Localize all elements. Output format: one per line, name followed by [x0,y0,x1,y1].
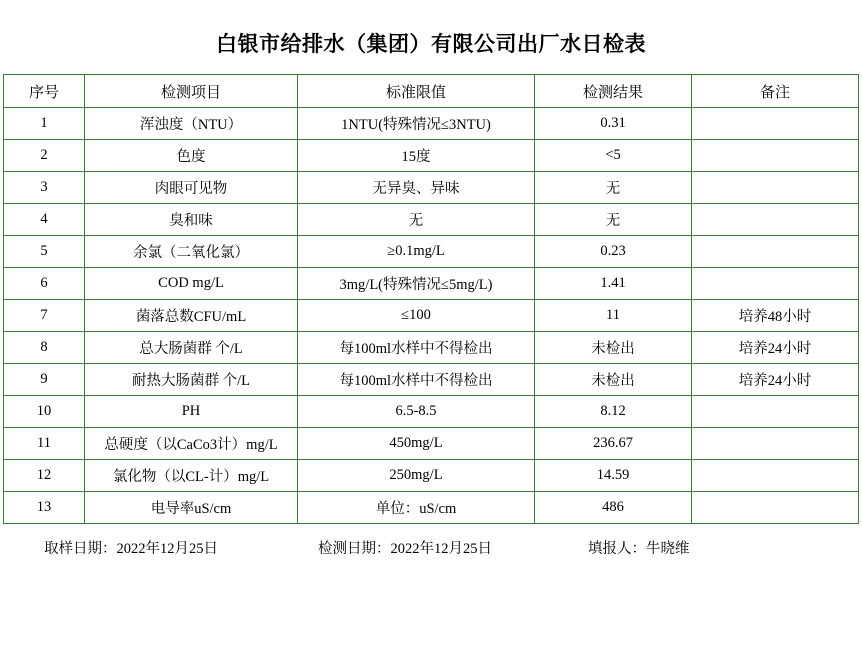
header-cell-result: 检测结果 [535,75,692,108]
cell-limit: 单位：uS/cm [298,492,535,524]
table-header-row [4,75,859,108]
cell-index: 10 [4,396,85,428]
cell-item: 浑浊度（NTU） [85,108,298,140]
cell-note [692,108,859,140]
table-row [4,172,859,204]
cell-index: 11 [4,428,85,460]
cell-item: 臭和味 [85,204,298,236]
cell-result: 无 [535,172,692,204]
cell-note [692,492,859,524]
sample-date-label: 取样日期：2022年12月25日 [44,541,218,557]
cell-note: 培养24小时 [692,332,859,364]
header-cell-note: 备注 [692,75,859,108]
cell-limit: 无异臭、异味 [298,172,535,204]
header-cell-item: 检测项目 [85,75,298,108]
cell-note: 培养48小时 [692,300,859,332]
cell-note [692,172,859,204]
cell-limit: 250mg/L [298,460,535,492]
cell-result: 无 [535,204,692,236]
cell-index: 4 [4,204,85,236]
table-row [4,428,859,460]
cell-limit: 无 [298,204,535,236]
cell-limit: 每100ml水样中不得检出 [298,364,535,396]
filled-by-label: 填报人：牛晓维 [588,541,690,557]
cell-limit: 15度 [298,140,535,172]
cell-item: 总硬度（以CaCo3计）mg/L [85,428,298,460]
cell-note [692,268,859,300]
cell-index: 2 [4,140,85,172]
page-title: 白银市给排水（集团）有限公司出厂水日检表 [216,32,646,56]
table-body [4,108,859,524]
table-row [4,236,859,268]
cell-result: 14.59 [535,460,692,492]
cell-result: 未检出 [535,364,692,396]
table-row [4,108,859,140]
cell-result: 1.41 [535,268,692,300]
cell-index: 7 [4,300,85,332]
cell-result: <5 [535,140,692,172]
cell-item: 色度 [85,140,298,172]
inspection-table [3,74,859,524]
cell-result: 0.31 [535,108,692,140]
cell-note [692,428,859,460]
cell-result: 0.23 [535,236,692,268]
cell-limit: 3mg/L(特殊情况≤5mg/L) [298,268,535,300]
test-date-label: 检测日期：2022年12月25日 [318,541,492,557]
cell-limit: 1NTU(特殊情况≤3NTU) [298,108,535,140]
cell-index: 8 [4,332,85,364]
cell-result: 未检出 [535,332,692,364]
cell-note [692,460,859,492]
cell-item: 菌落总数CFU/mL [85,300,298,332]
cell-limit: 450mg/L [298,428,535,460]
cell-index: 9 [4,364,85,396]
cell-index: 6 [4,268,85,300]
cell-note [692,204,859,236]
table-row [4,268,859,300]
header-cell-limit: 标准限值 [298,75,535,108]
cell-result: 11 [535,300,692,332]
cell-limit: ≤100 [298,300,535,332]
cell-index: 12 [4,460,85,492]
cell-note [692,236,859,268]
cell-result: 236.67 [535,428,692,460]
table-header [4,75,859,108]
cell-item: 氯化物（以CL-计）mg/L [85,460,298,492]
cell-item: COD mg/L [85,268,298,300]
cell-limit: ≥0.1mg/L [298,236,535,268]
table-row [4,492,859,524]
cell-item: 总大肠菌群 个/L [85,332,298,364]
cell-index: 5 [4,236,85,268]
cell-limit: 每100ml水样中不得检出 [298,332,535,364]
table-row [4,140,859,172]
cell-note [692,140,859,172]
cell-index: 1 [4,108,85,140]
cell-limit: 6.5-8.5 [298,396,535,428]
cell-index: 3 [4,172,85,204]
cell-result: 486 [535,492,692,524]
footer [26,524,836,558]
table-row [4,332,859,364]
cell-item: PH [85,396,298,428]
cell-note: 培养24小时 [692,364,859,396]
cell-item: 余氯（二氧化氯） [85,236,298,268]
table-row [4,396,859,428]
header-cell-index: 序号 [4,75,85,108]
table-row [4,204,859,236]
table-row [4,460,859,492]
cell-result: 8.12 [535,396,692,428]
cell-note [692,396,859,428]
cell-item: 耐热大肠菌群 个/L [85,364,298,396]
table-row [4,300,859,332]
cell-item: 肉眼可见物 [85,172,298,204]
cell-index: 13 [4,492,85,524]
cell-item: 电导率uS/cm [85,492,298,524]
table-row [4,364,859,396]
